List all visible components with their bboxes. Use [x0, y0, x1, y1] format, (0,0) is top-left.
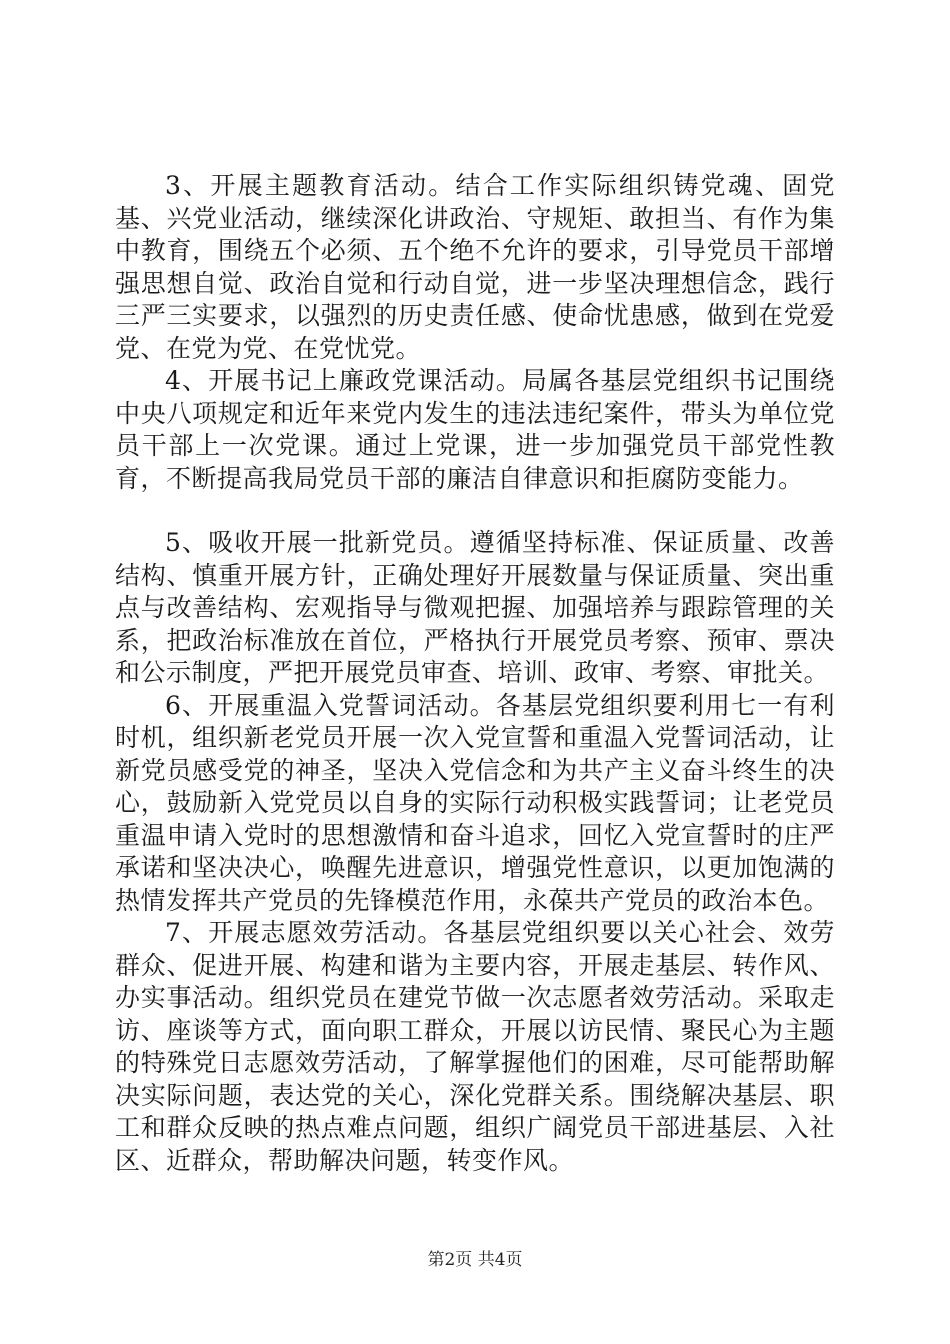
paragraph-spacer: [115, 495, 835, 527]
paragraph-item-4: 4、开展书记上廉政党课活动。局属各基层党组织书记围绕中央八项规定和近年来党内发生的违法违纪案件，带头为单位党员干部上一次党课。通过上党课，进一步加强党员干部党性教育，不断提高我局党员干部的廉洁自律意识和拒腐防变能力。: [115, 366, 835, 493]
paragraph-item-6: 6、开展重温入党誓词活动。各基层党组织要利用七一有利时机，组织新老党员开展一次入党宣誓和重温入党誓词活动，让新党员感受党的神圣，坚决入党信念和为共产主义奋斗终生的决心，鼓励新入党党员以自身的实际行动积极实践誓词；让老党员重温申请入党时的思想激情和奋斗追求，回忆入党宣誓时的庄严承诺和坚决决心，唤醒先进意识，增强党性意识，以更加饱满的热情发挥共产党员的先锋模范作用，永葆共产党员的政治本色。: [115, 690, 835, 915]
paragraph-item-7: 7、开展志愿效劳活动。各基层党组织要以关心社会、效劳群众、促进开展、构建和谐为主要内容，开展走基层、转作风、办实事活动。组织党员在建党节做一次志愿者效劳活动。采取走访、座谈等方式，面向职工群众，开展以访民情、聚民心为主题的特殊党日志愿效劳活动，了解掌握他们的困难，尽可能帮助解决实际问题，表达党的关心，深化党群关系。围绕解决基层、职工和群众反映的热点难点问题，组织广阔党员干部进基层、入社区、近群众，帮助解决问题，转变作风。: [115, 918, 835, 1175]
page-number-label: 第2页 共4页: [427, 1250, 523, 1270]
paragraph-item-5: 5、吸收开展一批新党员。遵循坚持标准、保证质量、改善结构、慎重开展方针，正确处理好开展数量与保证质量、突出重点与改善结构、宏观指导与微观把握、加强培养与跟踪管理的关系，把政治标准放在首位，严格执行开展党员考察、预审、票决和公示制度，严把开展党员审查、培训、政审、考察、审批关。: [115, 528, 835, 687]
page-footer: [0, 1245, 950, 1270]
document-body: [115, 170, 835, 1177]
paragraph-item-3: 3、开展主题教育活动。结合工作实际组织铸党魂、固党基、兴党业活动，继续深化讲政治、守规矩、敢担当、有作为集中教育，围绕五个必须、五个绝不允许的要求，引导党员干部增强思想自觉、政治自觉和行动自觉，进一步坚决理想信念，践行三严三实要求，以强烈的历史责任感、使命忧患感，做到在党爱党、在党为党、在党忧党。: [115, 171, 835, 363]
